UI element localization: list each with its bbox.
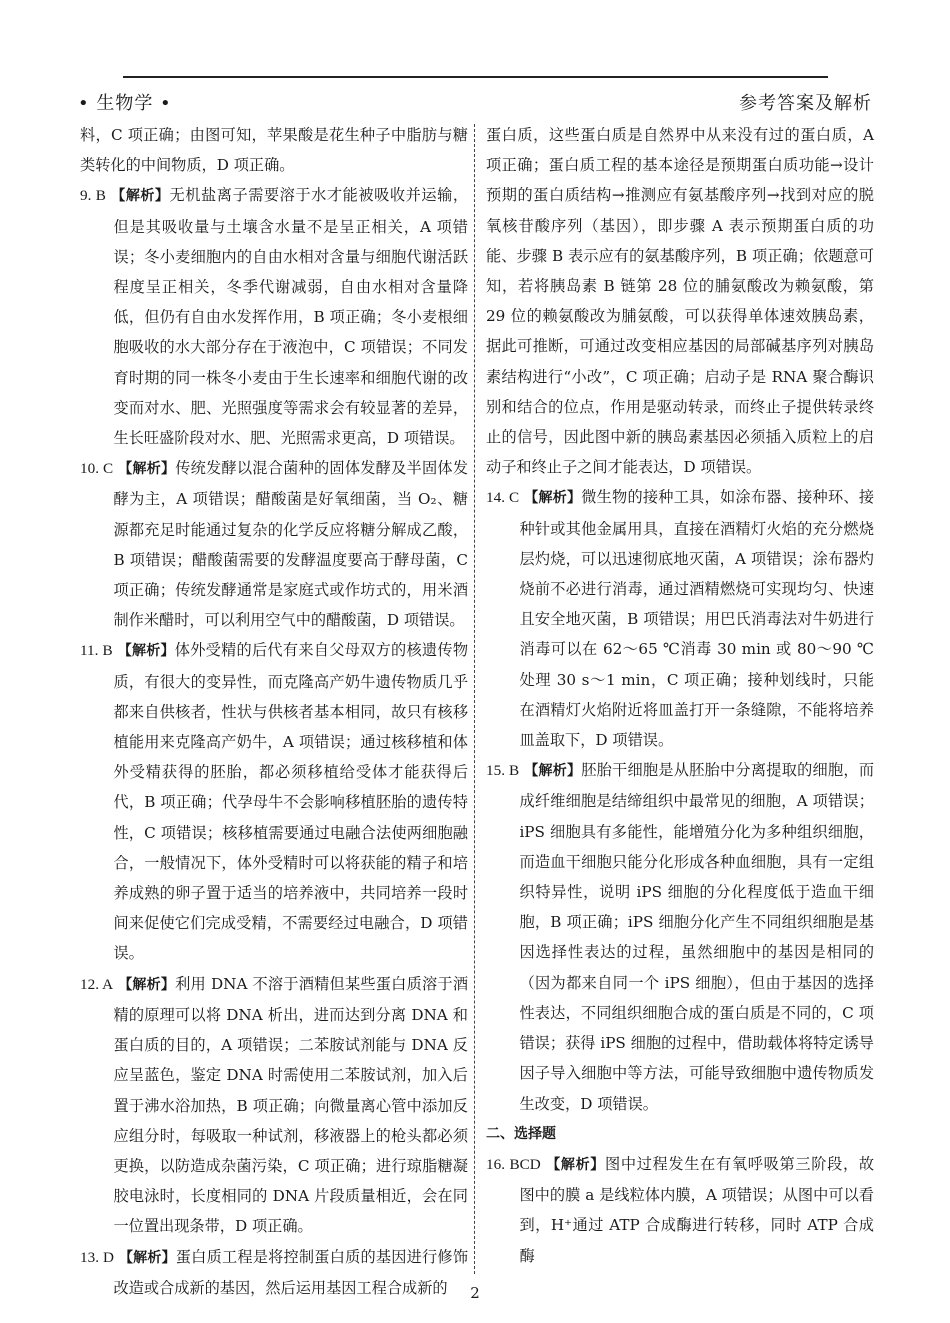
answer-item-16: 16. BCD 【解析】图中过程发生在有氧呼吸第三阶段，故图中的膜 a 是线粒体内膜，A 项错误；从图中可以看到，H⁺通过 ATP 合成酶进行转移，同时 ATP 合成酶 <box>486 1154 875 1265</box>
answer-item-9: 9. B 【解析】无机盐离子需要溶于水才能被吸收并运输，但是其吸收量与土壤含水量不是呈正相关，A 项错误；冬小麦细胞内的自由水相对含量与细胞代谢活跃程度呈正相关，冬季代谢减弱，自由水相对含量降低，但仍有自由水发挥作用，B 项正确；冬小麦根细胞吸收的水大部分存在于液泡中，C 项错误；不同发育时期的同一株冬小麦由于生长速率和细胞代谢的改变而对水、肥、光照强度等需求会有较显著的差异，生长旺盛阶段对水、肥、光照需求更高，D 项错误。 <box>80 186 469 448</box>
top-rule <box>123 76 828 78</box>
answer-item-14: 14. C 【解析】微生物的接种工具，如涂布器、接种环、接种针或其他金属用具，直接在酒精灯火焰的充分燃烧层灼烧，可以迅速彻底地灭菌，A 项错误；涂布器灼烧前不必进行消毒，通过酒精燃烧可实现均匀、快速且安全地灭菌，B 项错误；用巴氏消毒法对牛奶进行消毒可以在 62～65 ℃消毒 30 min 或 80～90 ℃处理 30 s～1 min，C 项正确；接种划线时，只能在酒精灯火焰附近将皿盖打开一条缝隙，不能将培养皿盖取下，D 项错误。 <box>486 488 875 750</box>
continued-paragraph: 蛋白质，这些蛋白质是自然界中从来没有过的蛋白质，A 项正确；蛋白质工程的基本途径是预期蛋白质功能→设计预期的蛋白质结构→推测应有氨基酸序列→找到对应的脱氧核苷酸序列（基因），即步骤 A 表示预期蛋白质的功能、步骤 B 表示应有的氨基酸序列，B 项正确；依题意可知，若将胰岛素 B 链第 28 位的脯氨酸改为赖氨酸，第 29 位的赖氨酸改为脯氨酸，可以获得单体速效胰岛素，据此可推断，可通过改变相应基因的局部碱基序列对胰岛素结构进行“小改”，C 项正确；启动子是 RNA 聚合酶识别和结合的位点，作用是驱动转录，而终止子提供转录终止的信号，因此图中新的胰岛素基因必须插入质粒上的启动子和终止子之间才能表达，D 项错误。 <box>486 126 874 477</box>
answer-item-10: 10. C 【解析】传统发酵以混合菌种的固体发酵及半固体发酵为主，A 项错误；醋酸菌是好氧细菌，当 O₂、糖源都充足时能通过复杂的化学反应将糖分解成乙酸，B 项错误；醋酸菌需要的发酵温度要高于酵母菌，C 项正确；传统发酵通常是家庭式或作坊式的，用米酒制作米醋时，可以利用空气中的醋酸菌，D 项错误。 <box>80 459 469 630</box>
answer-item-15: 15. B 【解析】胚胎干细胞是从胚胎中分离提取的细胞，而成纤维细胞是结缔组织中最常见的细胞，A 项错误；iPS 细胞具有多能性，能增殖分化为多种组织细胞，而造血干细胞只能分化形成各种血细胞，具有一定组织特异性，说明 iPS 细胞的分化程度低于造血干细胞，B 项正确；iPS 细胞分化产生不同组织细胞是基因选择性表达的过程，虽然细胞中的基因是相同的（因为都来自同一个 iPS 细胞），但由于基因的选择性表达，不同组织细胞合成的蛋白质是不同的，C 项错误；获得 iPS 细胞的过程中，借助载体将特定诱导因子导入细胞中等方法，可能导致细胞中遗传物质发生改变，D 项错误。 <box>486 761 875 1113</box>
header-title: 参考答案及解析 <box>739 93 872 114</box>
header-subject: • 生物学 • <box>78 93 172 114</box>
column-divider <box>474 124 475 1274</box>
answer-item-12: 12. A 【解析】利用 DNA 不溶于酒精但某些蛋白质溶于酒精的原理可以将 DNA 析出，进而达到分离 DNA 和蛋白质的目的，A 项错误；二苯胺试剂能与 DNA 反应呈蓝色，鉴定 DNA 时需使用二苯胺试剂，加入后置于沸水浴加热，B 项正确；向微量离心管中添加反应组分时，每吸取一种试剂，移液器上的枪头都必须更换，以防造成杂菌污染，C 项正确；进行琼脂糖凝胶电泳时，长度相同的 DNA 片段质量相近，会在同一位置出现条带，D 项正确。 <box>80 974 469 1236</box>
right-column <box>486 120 874 1271</box>
answer-item-13: 13. D 【解析】蛋白质工程是将控制蛋白质的基因进行修饰改造或合成新的基因，然后运用基因工程合成新的 <box>80 1247 469 1297</box>
page-number: 2 <box>470 1284 480 1302</box>
left-column <box>80 120 468 1303</box>
section-heading: 二、选择题 <box>486 1125 556 1142</box>
continued-paragraph: 料，C 项正确；由图可知，苹果酸是花生种子中脂肪与糖类转化的中间物质，D 项正确。 <box>80 126 468 175</box>
answer-item-11: 11. B 【解析】体外受精的后代有来自父母双方的核遗传物质，有很大的变异性，而克隆高产奶牛遗传物质几乎都来自供核者，性状与供核者基本相同，故只有核移植能用来克隆高产奶牛，A 项错误；通过核移植和体外受精获得的胚胎，都必须移植给受体才能获得后代，B 项正确；代孕母牛不会影响移植胚胎的遗传特性，C 项错误；核移植需要通过电融合法使两细胞融合，一般情况下，体外受精时可以将获能的精子和培养成熟的卵子置于适当的培养液中，共同培养一段时间来促使它们完成受精，不需要经过电融合，D 项错误。 <box>80 641 469 963</box>
